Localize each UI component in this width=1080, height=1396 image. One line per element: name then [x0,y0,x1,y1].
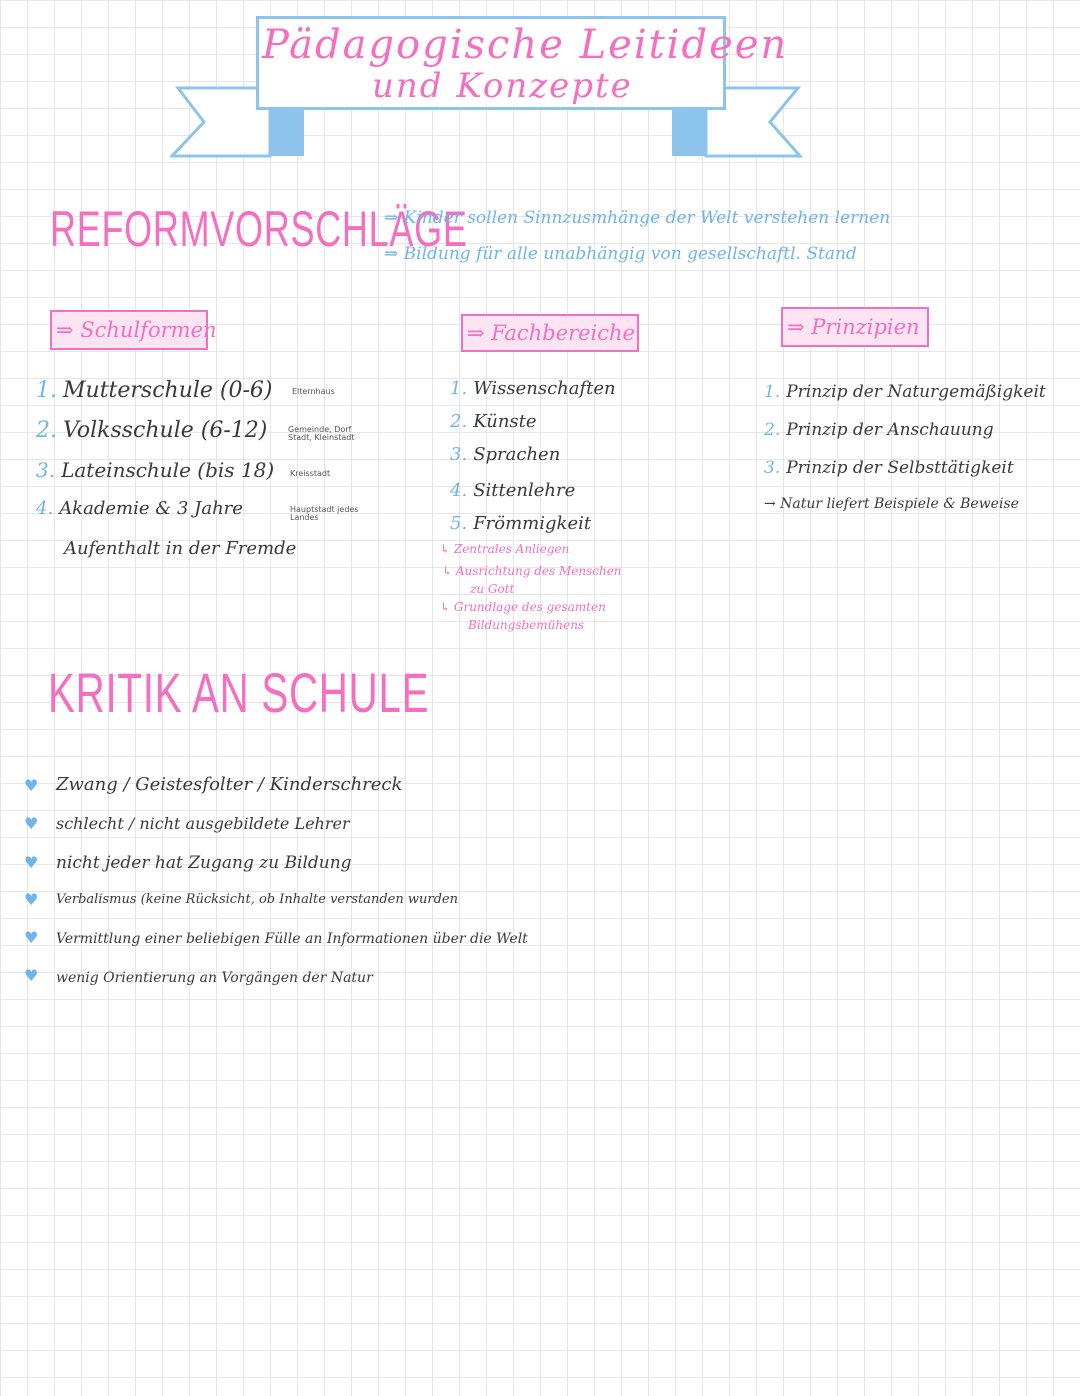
heart-icon: ♥ [24,776,39,795]
prinzipien-list [764,382,1046,520]
list-item: 4. Sittenlehre [450,480,576,501]
prinzipien-label: ⇒ Prinzipien [781,307,929,347]
page-title-line2: und Konzepte [372,66,633,106]
list-item: 2. Prinzip der Anschauung [764,420,994,440]
kritik-item-1: Zwang / Geistesfolter / Kinderschreck [56,774,403,795]
heart-icon: ♥ [24,928,39,947]
schulform-note-3: Kreisstadt [290,469,331,478]
list-item: → Natur liefert Beispiele & Beweise [764,496,1019,512]
frommigkeit-note-3: zu Gott [470,582,515,596]
schulform-note-1: Elternhaus [292,387,335,396]
kritik-item-5: Vermittlung einer beliebigen Fülle an Informationen über die Welt [56,931,528,947]
fachbereiche-label: ⇒ Fachbereiche [461,314,639,352]
schulform-note-4: Hauptstadt jedes Landes [290,505,359,522]
frommigkeit-note-4: ↳ Grundlage des gesamten [440,600,606,614]
list-item: 3. Prinzip der Selbsttätigkeit [764,458,1014,478]
frommigkeit-note-5: Bildungsbemühens [468,618,585,632]
schulform-note-2: Gemeinde, Dorf Stadt, Kleinstadt [288,425,355,442]
kritik-heading: KRITIK AN SCHULE [48,661,430,724]
list-item: 1. Prinzip der Naturgemäßigkeit [764,382,1046,402]
reform-note-2: ⇒ Bildung für alle unabhängig von gesellschaftl. Stand [384,244,857,264]
fachbereiche-list [450,378,616,543]
list-item: 2. Volksschule (6-12) [36,418,268,443]
page-title-line1: Pädagogische Leitideen [262,22,789,68]
reform-note-1: ⇒ Kinder sollen Sinnzusmhänge der Welt verstehen lernen [384,208,891,228]
kritik-item-6: wenig Orientierung an Vorgängen der Natur [56,970,373,986]
list-item: 4. Akademie & 3 Jahre [36,498,243,519]
frommigkeit-note-2: ↳ Ausrichtung des Menschen [442,564,622,578]
schulformen-label: ⇒ Schulformen [50,310,208,350]
list-item: 3. Sprachen [450,444,561,465]
heart-icon: ♥ [24,890,39,909]
kritik-item-4: Verbalismus (keine Rücksicht, ob Inhalte verstanden wurden [56,892,458,907]
list-item: Aufenthalt in der Fremde [64,538,297,559]
list-item: 3. Lateinschule (bis 18) [36,458,275,482]
kritik-item-3: nicht jeder hat Zugang zu Bildung [56,853,352,873]
heart-icon: ♥ [24,814,39,833]
list-item: 2. Künste [450,411,537,432]
list-item: 1. Wissenschaften [450,378,616,399]
kritik-item-2: schlecht / nicht ausgebildete Lehrer [56,814,350,833]
heart-icon: ♥ [24,853,39,872]
frommigkeit-note-1: ↳ Zentrales Anliegen [440,542,570,556]
list-item: 5. Frömmigkeit [450,513,592,534]
schulformen-list [36,378,296,568]
heart-icon: ♥ [24,966,39,985]
reform-heading: REFORMVORSCHLÄGE [50,201,468,257]
list-item: 1. Mutterschule (0-6) [36,378,273,403]
